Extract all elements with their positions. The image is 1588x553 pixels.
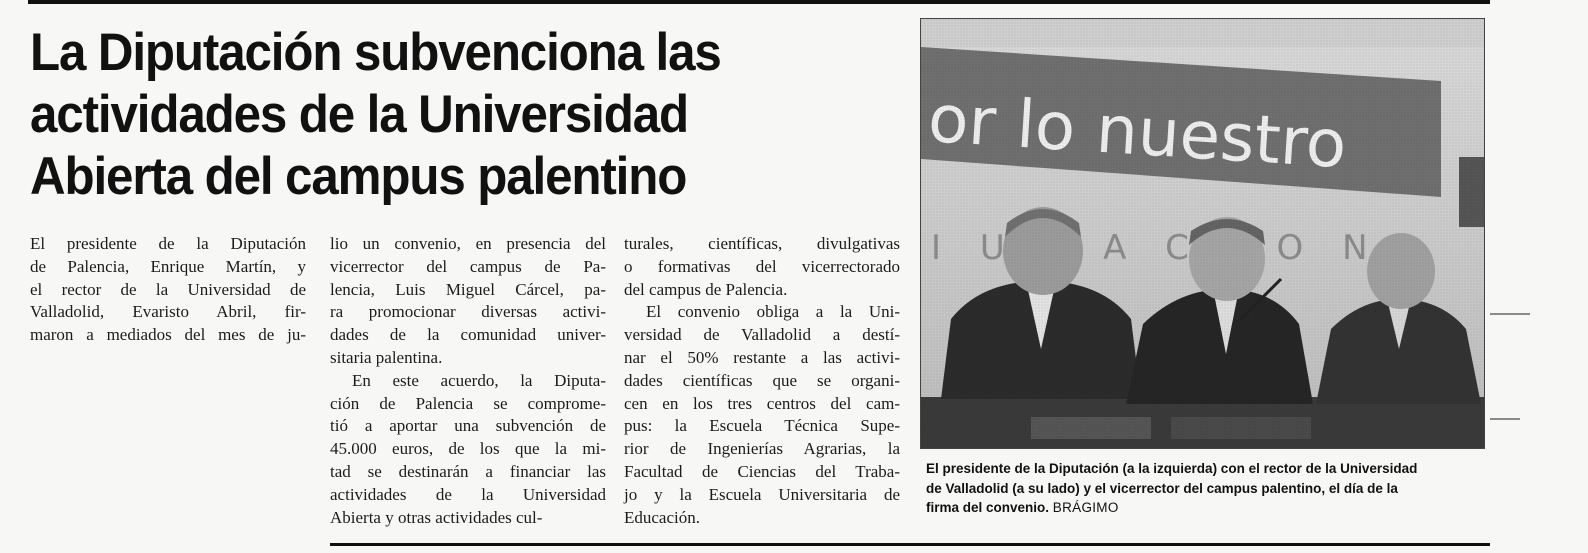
edge-rule xyxy=(1490,418,1520,420)
headline xyxy=(30,22,848,208)
article-text-line: 45.000 euros, de los que la mi- xyxy=(330,439,606,459)
edge-rule xyxy=(1490,313,1530,315)
article-text-line: versidad de Valladolid a destí- xyxy=(624,325,900,345)
article-column-1 xyxy=(30,233,306,347)
article-text-line: maron a mediados del mes de ju- xyxy=(30,325,306,345)
article-text-line: nar el 50% restante a las activi- xyxy=(624,347,900,367)
article-text-line: el rector de la Universidad de xyxy=(30,279,306,299)
top-rule xyxy=(28,0,1490,4)
article-text-line: jo y la Escuela Universitaria de xyxy=(624,484,900,504)
article-text-line: dades de la comunidad univer- xyxy=(330,325,606,345)
caption-text: firma del convenio. xyxy=(926,500,1050,515)
article-text-line: Educación. xyxy=(624,507,700,527)
article-text-line: En este acuerdo, la Diputa- xyxy=(352,370,606,390)
headline-line: actividades de la Universidad xyxy=(30,85,688,144)
adjacent-page-edge xyxy=(1490,0,1588,553)
article-text-line: rior de Ingenierías Agrarias, la xyxy=(624,439,900,459)
article-text-line: Abierta y otras actividades cul- xyxy=(330,507,543,527)
article-text-line: tió a aportar una subvención de xyxy=(330,416,606,436)
article-photo xyxy=(920,18,1485,449)
photo-credit: BRÁGIMO xyxy=(1052,500,1119,515)
article-text-line: cen en los tres centros del cam- xyxy=(624,393,900,413)
article-text-line: Facultad de Ciencias del Traba- xyxy=(624,461,900,481)
article-text-line: El convenio obliga a la Uni- xyxy=(646,302,900,322)
article-text-line: tad se destinarán a financiar las xyxy=(330,461,606,481)
caption-line: de Valladolid (a su lado) y el vicerrector del campus palentino, el día de la xyxy=(926,480,1398,496)
bottom-rule xyxy=(330,543,1490,546)
photo-caption xyxy=(926,459,1488,518)
article-text-line: ción de Palencia se comprome- xyxy=(330,393,606,413)
article-text-line: actividades de la Universidad xyxy=(330,484,606,504)
caption-line: El presidente de la Diputación (a la izquierda) con el rector de la Universidad xyxy=(926,461,1418,476)
article-text-line: Valladolid, Evaristo Abril, fir- xyxy=(30,302,306,322)
headline-line: Abierta del campus palentino xyxy=(30,147,687,206)
caption-line xyxy=(926,498,1488,518)
article-text-line: del campus de Palencia. xyxy=(624,279,788,299)
photo-illustration xyxy=(921,19,1484,448)
article-column-3 xyxy=(624,233,900,529)
article-text-line: lencia, Luis Miguel Cárcel, pa- xyxy=(330,279,606,299)
article-text-line: dades científicas que se organi- xyxy=(624,370,900,390)
article-text-line: vicerrector del campus de Pa- xyxy=(330,256,606,276)
article-text-line: de Palencia, Enrique Martín, y xyxy=(30,256,306,276)
headline-line: La Diputación subvenciona las xyxy=(30,23,721,82)
article-text-line: turales, científicas, divulgativas xyxy=(624,234,900,253)
article-column-2 xyxy=(330,233,606,529)
article-text-line: pus: la Escuela Técnica Supe- xyxy=(624,416,900,436)
article-text-line: sitaria palentina. xyxy=(330,347,443,367)
article-text-line: o formativas del vicerrectorado xyxy=(624,256,900,276)
article-text-line: El presidente de la Diputación xyxy=(30,234,306,253)
article-text-line: lio un convenio, en presencia del xyxy=(330,234,606,253)
article-text-line: ra promocionar diversas activi- xyxy=(330,302,606,322)
